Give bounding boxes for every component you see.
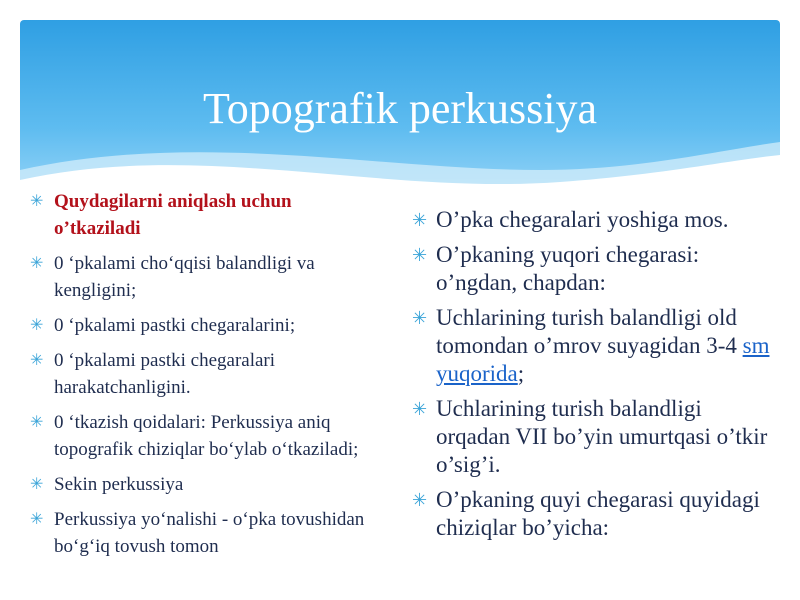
list-item-text: Uchlarining turish balandligi orqadan VII bo’yin umurtqasi o’tkir o’sig’i. xyxy=(436,396,768,477)
slide-title: Topografik perkussiya xyxy=(202,84,598,133)
asterisk-bullet-icon: ✳ xyxy=(30,414,44,431)
list-item-text: O’pkaning yuqori chegarasi: o’ngdan, chapdan: xyxy=(436,242,700,295)
list-item-text: O’pka chegaralari yoshiga mos. xyxy=(436,207,729,232)
asterisk-bullet-icon: ✳ xyxy=(412,210,428,230)
list-item xyxy=(30,250,380,304)
list-item xyxy=(30,506,380,560)
list-item-text: Sekin perkussiya xyxy=(54,474,184,495)
list-item xyxy=(30,188,380,242)
list-item-suffix: ; xyxy=(517,361,525,386)
list-item-text: Quydagilarni aniqlash uchun o’tkaziladi xyxy=(54,191,292,239)
list-item-text: Perkussiya yo‘nalishi - o‘pka tovushidan bo‘g‘iq tovush tomon xyxy=(54,509,365,557)
list-item xyxy=(412,206,772,234)
list-item-text: 0 ‘pkalami cho‘qqisi balandligi va kengligini; xyxy=(54,253,315,301)
asterisk-bullet-icon: ✳ xyxy=(30,511,44,528)
list-item xyxy=(30,347,380,401)
list-item-text: 0 ‘tkazish qoidalari: Perkussiya aniq topografik chiziqlar bo‘ylab o‘tkaziladi; xyxy=(54,412,359,460)
list-item xyxy=(30,312,380,339)
asterisk-bullet-icon: ✳ xyxy=(412,399,428,419)
asterisk-bullet-icon: ✳ xyxy=(30,352,44,369)
sm-yuqorida-link[interactable]: sm yuqorida xyxy=(436,333,770,386)
asterisk-bullet-icon: ✳ xyxy=(30,317,44,334)
list-item-text: 0 ‘pkalami pastki chegaralari harakatchanligini. xyxy=(54,350,276,398)
asterisk-bullet-icon: ✳ xyxy=(412,308,428,328)
list-item xyxy=(412,304,772,388)
list-item xyxy=(412,395,772,479)
list-item-text: 0 ‘pkalami pastki chegaralarini; xyxy=(54,315,296,336)
asterisk-bullet-icon: ✳ xyxy=(30,476,44,493)
list-item xyxy=(30,471,380,498)
asterisk-bullet-icon: ✳ xyxy=(30,255,44,272)
asterisk-bullet-icon: ✳ xyxy=(30,193,44,210)
list-item xyxy=(412,241,772,297)
list-item xyxy=(412,486,772,542)
asterisk-bullet-icon: ✳ xyxy=(412,245,428,265)
list-item-text: O’pkaning quyi chegarasi quyidagi chiziqlar bo’yicha: xyxy=(436,487,760,540)
asterisk-bullet-icon: ✳ xyxy=(412,490,428,510)
list-item-text: Uchlarining turish balandligi old tomondan o’mrov suyagidan 3-4 xyxy=(436,305,743,358)
list-item xyxy=(30,409,380,463)
left-bullet-list xyxy=(30,188,380,568)
right-bullet-list xyxy=(412,206,772,549)
title-banner xyxy=(20,20,780,200)
